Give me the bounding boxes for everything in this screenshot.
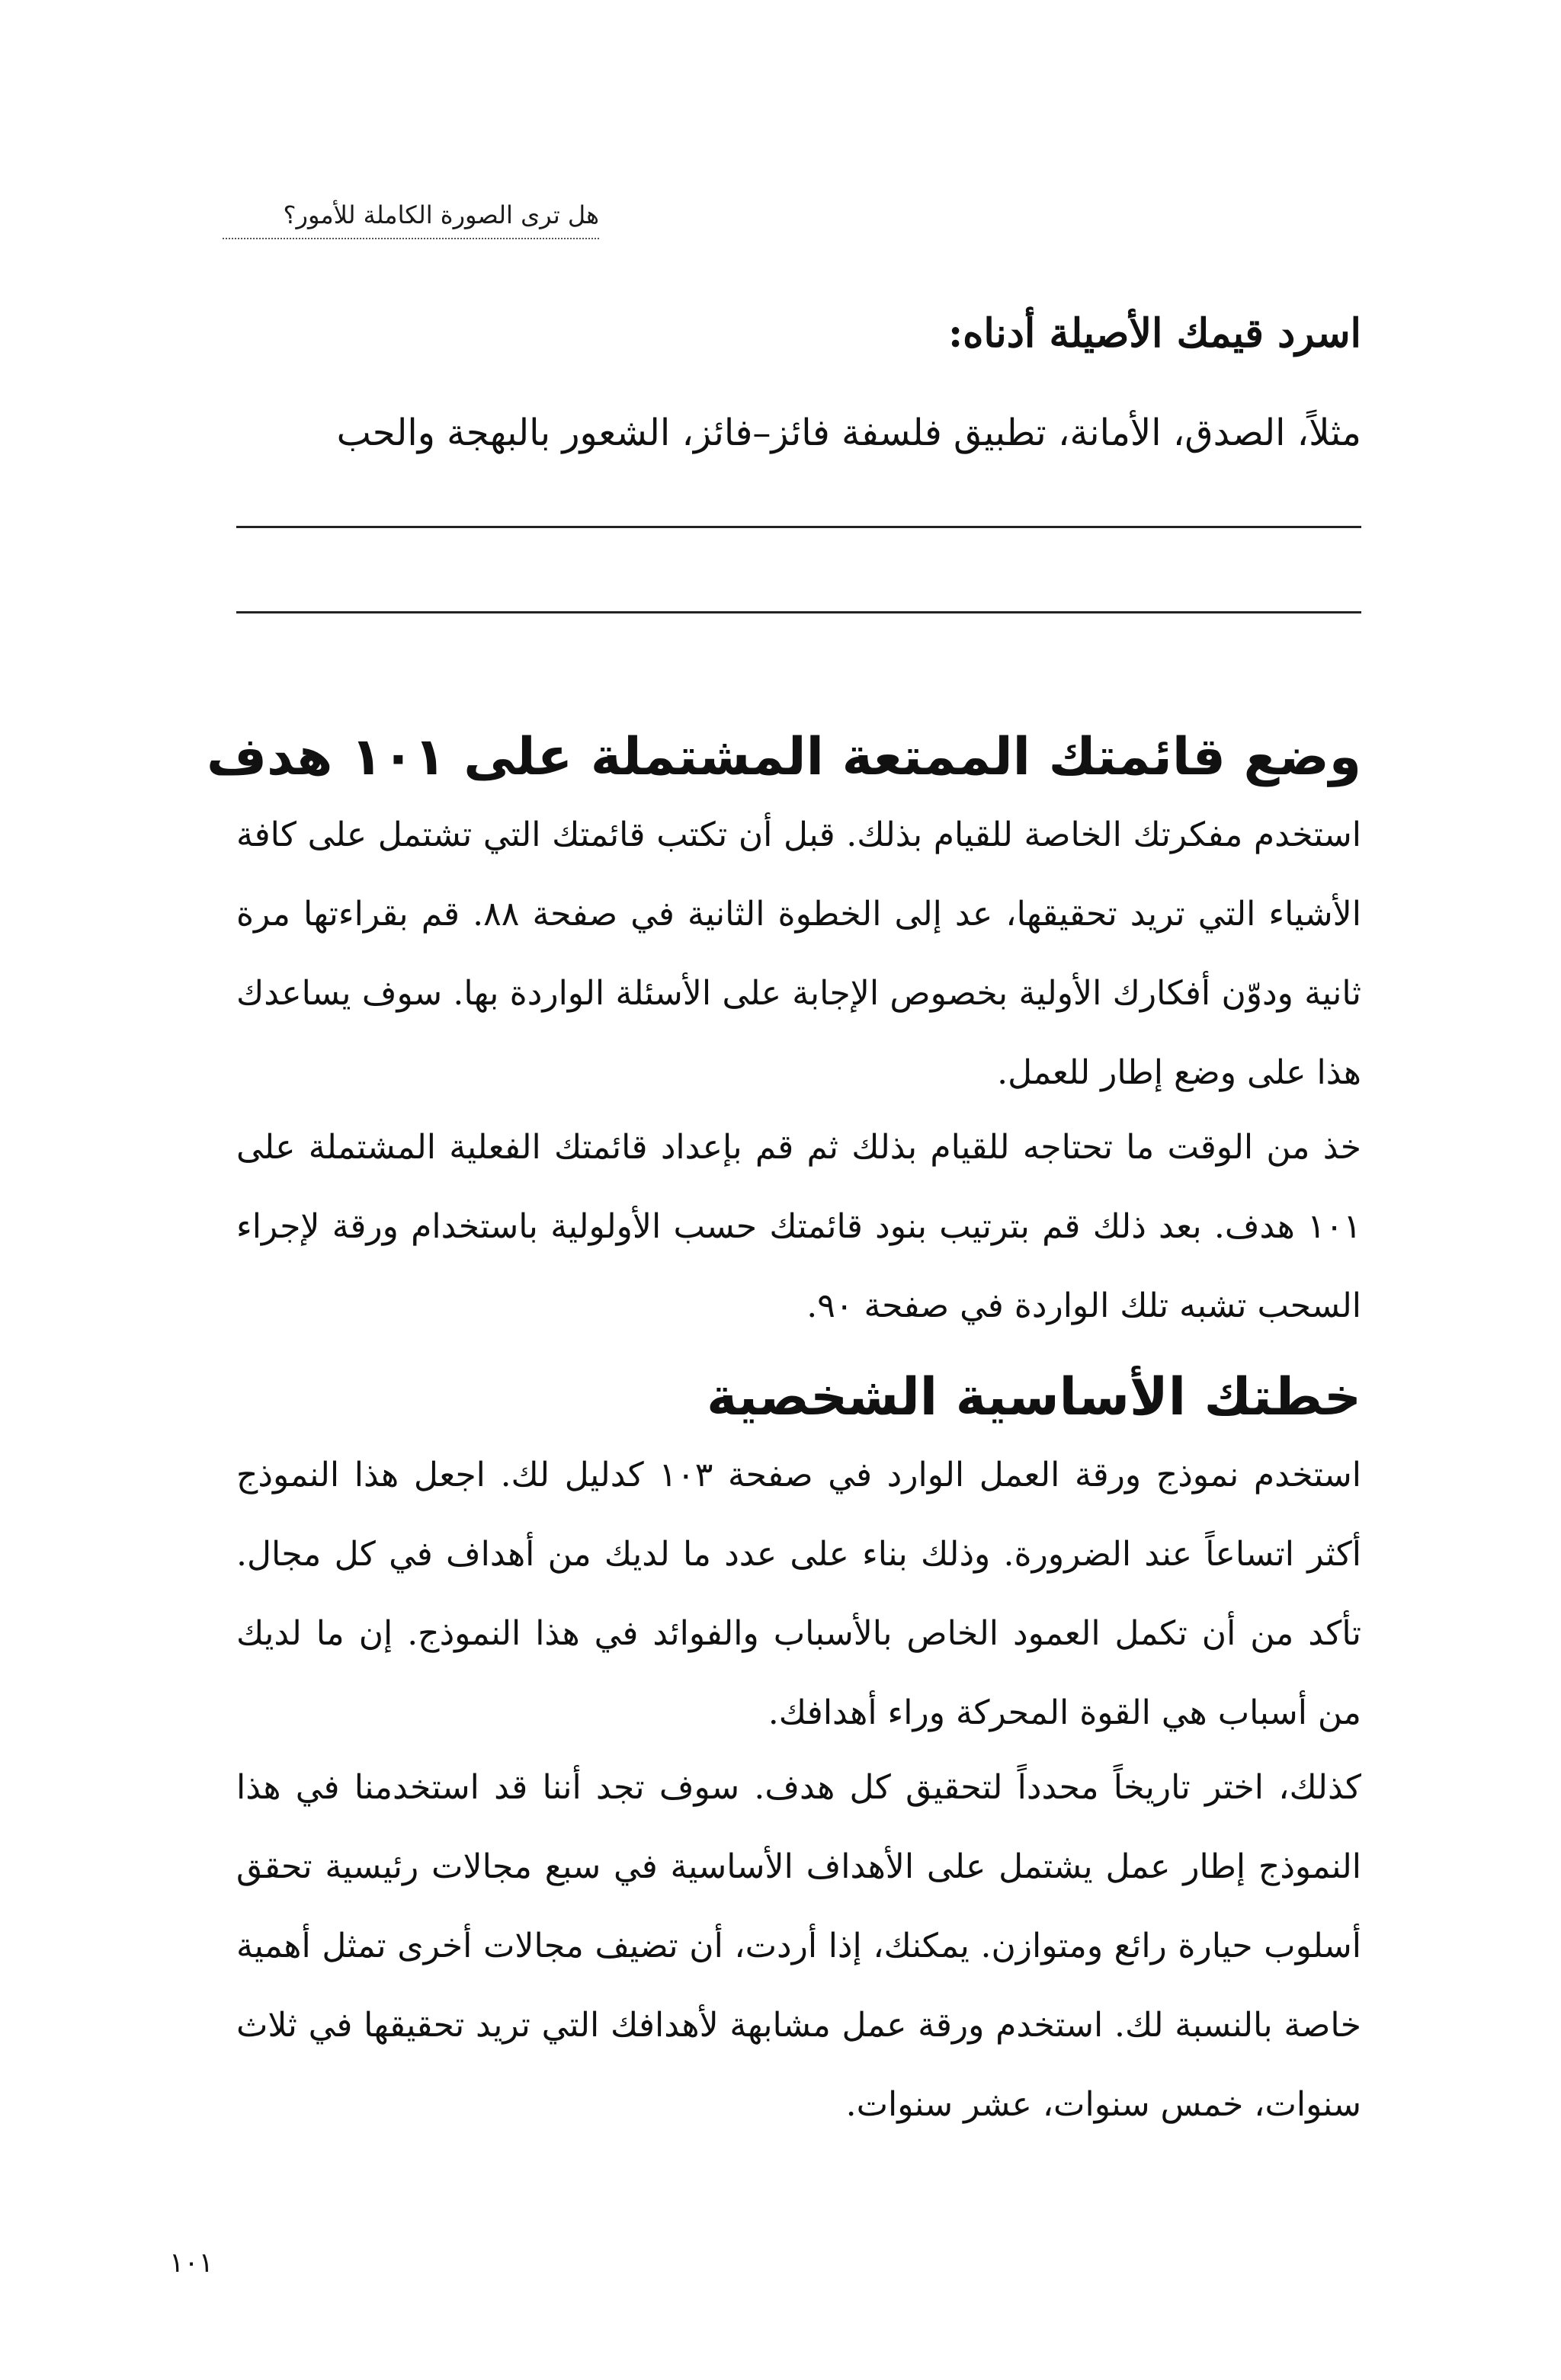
paragraph: استخدم مفكرتك الخاصة للقيام بذلك. قبل أن تكتب قائمتك التي تشتمل على كافة الأشياء التي تريد تحقيقها، عد إلى الخطوة الثانية في صفحة ٨٨. قم بقراءتها مرة ثانية ودوّن أفكارك الأولية بخصوص الإجابة على الأسئلة الواردة بها. سوف يساعدك هذا على وضع إطار للعمل.: [236, 815, 1361, 1092]
header-underline: [223, 238, 599, 239]
answer-line: [236, 611, 1361, 613]
section-title-101-goals: وضع قائمتك الممتعة المشتملة على ١٠١ هدف: [206, 727, 1361, 788]
paragraph: خذ من الوقت ما تحتاجه للقيام بذلك ثم قم بإعداد قائمتك الفعلية المشتملة على ١٠١ هدف. بعد ذلك قم بترتيب بنود قائمتك حسب الأولولية باستخدام ورقة لإجراء السحب تشبه تلك الواردة في صفحة ٩٠.: [236, 1128, 1361, 1325]
paragraph: كذلك، اختر تاريخاً محدداً لتحقيق كل هدف. سوف تجد أننا قد استخدمنا في هذا النموذج إطار عمل يشتمل على الأهداف الأساسية في سبع مجالات رئيسية تحقق أسلوب حيارة رائع ومتوازن. يمكنك، إذا أردت، أن تضيف مجالات أخرى تمثل أهمية خاصة بالنسبة لك. استخدم ورقة عمل مشابهة لأهدافك التي تريد تحقيقها في ثلاث سنوات، خمس سنوات، عشر سنوات.: [236, 1768, 1361, 2124]
page-number: ١٠١: [169, 2247, 214, 2279]
values-example: مثلاً، الصدق، الأمانة، تطبيق فلسفة فائز–فائز، الشعور بالبهجة والحب: [336, 412, 1361, 454]
running-header: هل ترى الصورة الكاملة للأمور؟: [283, 200, 599, 229]
section-title-personal-plan: خطتك الأساسية الشخصية: [707, 1367, 1361, 1428]
values-prompt: اسرد قيمك الأصيلة أدناه:: [947, 310, 1361, 357]
answer-line: [236, 526, 1361, 528]
paragraph: استخدم نموذج ورقة العمل الوارد في صفحة ١٠٣ كدليل لك. اجعل هذا النموذج أكثر اتساعاً عند الضرورة. وذلك بناء على عدد ما لديك من أهداف في كل مجال. تأكد من أن تكمل العمود الخاص بالأسباب والفوائد في هذا النموذج. إن ما لديك من أسباب هي القوة المحركة وراء أهدافك.: [236, 1456, 1361, 1732]
